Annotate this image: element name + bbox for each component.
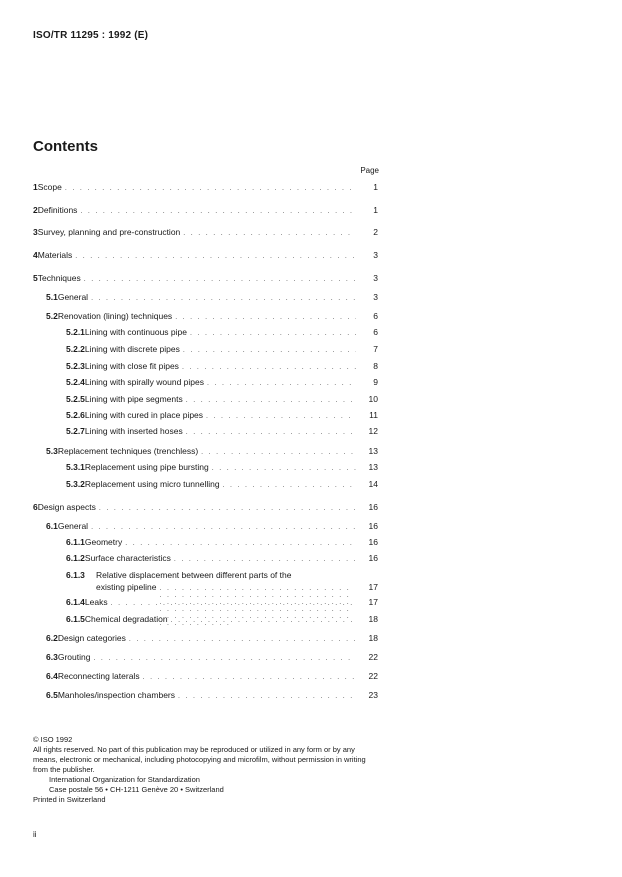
toc-entry-number: 6.1.1 [66, 537, 85, 547]
toc-entry[interactable] [66, 462, 378, 472]
toc-entry-title: Lining with discrete pipes [84, 344, 180, 354]
toc-entry-page: 13 [368, 462, 378, 472]
toc-entry-title: Replacement using micro tunnelling [84, 479, 220, 489]
dot-leader [159, 585, 356, 627]
toc-entry-title: Materials [37, 250, 73, 260]
toc-entry-number: 6.4 [46, 671, 58, 681]
toc-entry-number: 2 [33, 205, 38, 215]
dot-leader [143, 674, 356, 681]
toc-entry[interactable] [46, 671, 378, 681]
toc-entry[interactable] [66, 377, 378, 387]
toc-entry[interactable] [46, 292, 378, 302]
toc-entry[interactable] [66, 410, 378, 420]
dot-leader [65, 185, 356, 192]
toc-entry-number: 6.1.4 [66, 597, 85, 607]
toc-entry-number: 5.2.4 [66, 377, 85, 387]
toc-entry-title: Leaks [84, 597, 108, 607]
toc-entry-page: 12 [368, 426, 378, 436]
toc-entry-page: 3 [373, 273, 378, 283]
toc-entry-title: Definitions [37, 205, 78, 215]
toc-entry-title: Manholes/inspection chambers [57, 690, 176, 700]
toc-entry-page: 8 [373, 361, 378, 371]
toc-entry[interactable] [33, 227, 378, 237]
organization-name: International Organization for Standardization [49, 775, 200, 784]
toc-entry[interactable] [66, 426, 378, 436]
toc-entry[interactable] [33, 502, 378, 512]
toc-entry[interactable] [66, 479, 378, 489]
contents-title: Contents [33, 138, 98, 155]
toc-entry[interactable] [33, 182, 378, 192]
dot-leader [91, 295, 356, 302]
toc-entry-title: Techniques [37, 273, 81, 283]
toc-entry-page: 18 [368, 633, 378, 643]
toc-entry-number: 5.3 [46, 446, 58, 456]
toc-entry-number: 5.2 [46, 311, 58, 321]
toc-entry[interactable] [33, 250, 378, 260]
toc-entry-number: 6.1 [46, 521, 58, 531]
toc-entry-title-line1: Relative displacement between different parts of the [96, 570, 292, 580]
dot-leader [186, 397, 356, 404]
toc-entry-number: 5.2.3 [66, 361, 85, 371]
toc-entry-page: 3 [373, 292, 378, 302]
toc-entry[interactable] [66, 553, 378, 563]
toc-entry-number: 5.3.1 [66, 462, 85, 472]
toc-entry-number: 1 [33, 182, 38, 192]
toc-entry-page: 23 [368, 690, 378, 700]
toc-entry-title: Replacement using pipe bursting [84, 462, 209, 472]
copyright-notice [33, 735, 378, 805]
toc-entry[interactable] [33, 205, 378, 215]
organization-address: Case postale 56 • CH-1211 Genève 20 • Switzerland [49, 785, 224, 794]
toc-entry-page: 11 [369, 410, 378, 420]
dot-leader [91, 524, 356, 531]
toc-entry-title-line2: existing pipeline [96, 582, 157, 592]
toc-entry[interactable] [66, 537, 378, 547]
toc-entry-page: 10 [368, 394, 378, 404]
dot-leader [80, 208, 356, 215]
dot-leader [129, 636, 356, 643]
toc-entry-title: Reconnecting laterals [57, 671, 140, 681]
toc-entry[interactable] [46, 652, 378, 662]
toc-entry[interactable] [46, 311, 378, 321]
rights-statement: All rights reserved. No part of this publication may be reproduced or utilized in any form or by any means, electronic or mechanical, including photocopying and microfilm, without permission in writing from the publisher. [33, 745, 366, 774]
toc-entry-title: Lining with inserted hoses [84, 426, 183, 436]
dot-leader [93, 655, 356, 662]
toc-entry-title: General [57, 521, 89, 531]
toc-entry-page: 9 [373, 377, 378, 387]
toc-entry-number: 5.2.5 [66, 394, 85, 404]
dot-leader [206, 413, 356, 420]
toc-entry-title: Survey, planning and pre-construction [37, 227, 181, 237]
toc-entry-title: Lining with spirally wound pipes [84, 377, 204, 387]
toc-entry[interactable] [33, 273, 378, 283]
dot-leader [99, 505, 356, 512]
toc-entry-number: 3 [33, 227, 38, 237]
document-id-header: ISO/TR 11295 : 1992 (E) [33, 30, 149, 41]
dot-leader [125, 540, 356, 547]
dot-leader [178, 693, 356, 700]
dot-leader [212, 465, 356, 472]
toc-entry[interactable] [46, 633, 378, 643]
page-column-label: Page [360, 166, 379, 175]
toc-entry-number: 6.2 [46, 633, 58, 643]
dot-leader [84, 276, 356, 283]
toc-entry-number: 5.3.2 [66, 479, 85, 489]
toc-entry-title: Geometry [84, 537, 123, 547]
toc-entry-number: 5.2.1 [66, 327, 85, 337]
toc-entry[interactable] [66, 394, 378, 404]
toc-entry-page: 6 [373, 311, 378, 321]
toc-entry-page: 17 [368, 597, 378, 607]
toc-entry-number: 5.2.6 [66, 410, 85, 420]
toc-entry-title: Design categories [57, 633, 126, 643]
toc-entry-page: 16 [368, 553, 378, 563]
toc-entry-title: Chemical degradation [84, 614, 168, 624]
dot-leader [183, 230, 356, 237]
toc-entry-page: 18 [368, 614, 378, 624]
toc-entry-title: Lining with pipe segments [84, 394, 183, 404]
toc-entry-page: 7 [373, 344, 378, 354]
toc-entry-title: Design aspects [37, 502, 96, 512]
toc-entry-title: Lining with close fit pipes [84, 361, 179, 371]
dot-leader [183, 347, 356, 354]
dot-leader [75, 253, 356, 260]
toc-entry-page: 14 [368, 479, 378, 489]
toc-entry-page: 22 [368, 671, 378, 681]
copyright-line: © ISO 1992 [33, 735, 73, 744]
toc-entry-title: Grouting [57, 652, 91, 662]
toc-entry-number: 6.1.2 [66, 553, 85, 563]
toc-entry-page: 16 [368, 502, 378, 512]
toc-entry-title: Lining with continuous pipe [84, 327, 187, 337]
toc-entry-title: Lining with cured in place pipes [84, 410, 204, 420]
toc-entry-number: 4 [33, 250, 38, 260]
dot-leader [201, 449, 356, 456]
dot-leader [186, 429, 356, 436]
dot-leader [207, 380, 356, 387]
toc-entry[interactable] [66, 361, 378, 371]
toc-entry-title: Scope [37, 182, 62, 192]
toc-entry[interactable] [66, 344, 378, 354]
toc-entry-page: 16 [368, 521, 378, 531]
toc-entry-page: 6 [373, 327, 378, 337]
toc-entry-number: 6 [33, 502, 38, 512]
dot-leader [175, 314, 356, 321]
toc-entry[interactable] [46, 446, 378, 456]
toc-entry-page: 22 [368, 652, 378, 662]
dot-leader [174, 556, 356, 563]
toc-entry-page: 17 [368, 582, 378, 592]
toc-entry-page: 1 [373, 182, 378, 192]
toc-entry-title: Surface characteristics [84, 553, 171, 563]
dot-leader [190, 330, 356, 337]
printed-in: Printed in Switzerland [33, 795, 106, 804]
toc-entry[interactable] [66, 327, 378, 337]
toc-entry-page: 13 [368, 446, 378, 456]
toc-entry-title: Replacement techniques (trenchless) [57, 446, 199, 456]
toc-entry-page: 2 [373, 227, 378, 237]
toc-entry-number: 5.1 [46, 292, 58, 302]
toc-entry-title: Renovation (lining) techniques [57, 311, 173, 321]
toc-entry-title: General [57, 292, 89, 302]
toc-entry-number: 6.3 [46, 652, 58, 662]
toc-entry-page: 3 [373, 250, 378, 260]
toc-entry-number: 6.1.3 [66, 570, 85, 580]
page-number: ii [33, 830, 37, 839]
toc-entry-page: 16 [368, 537, 378, 547]
toc-entry-number: 6.1.5 [66, 614, 85, 624]
toc-entry-6-1-3[interactable] [66, 570, 378, 627]
toc-entry-number: 5.2.7 [66, 426, 85, 436]
toc-entry-number: 5.2.2 [66, 344, 85, 354]
toc-entry[interactable] [46, 521, 378, 531]
dot-leader [223, 482, 356, 489]
toc-entry-number: 5 [33, 273, 38, 283]
toc-entry[interactable] [46, 690, 378, 700]
dot-leader [182, 364, 356, 371]
toc-entry-number: 6.5 [46, 690, 58, 700]
toc-entry-page: 1 [373, 205, 378, 215]
